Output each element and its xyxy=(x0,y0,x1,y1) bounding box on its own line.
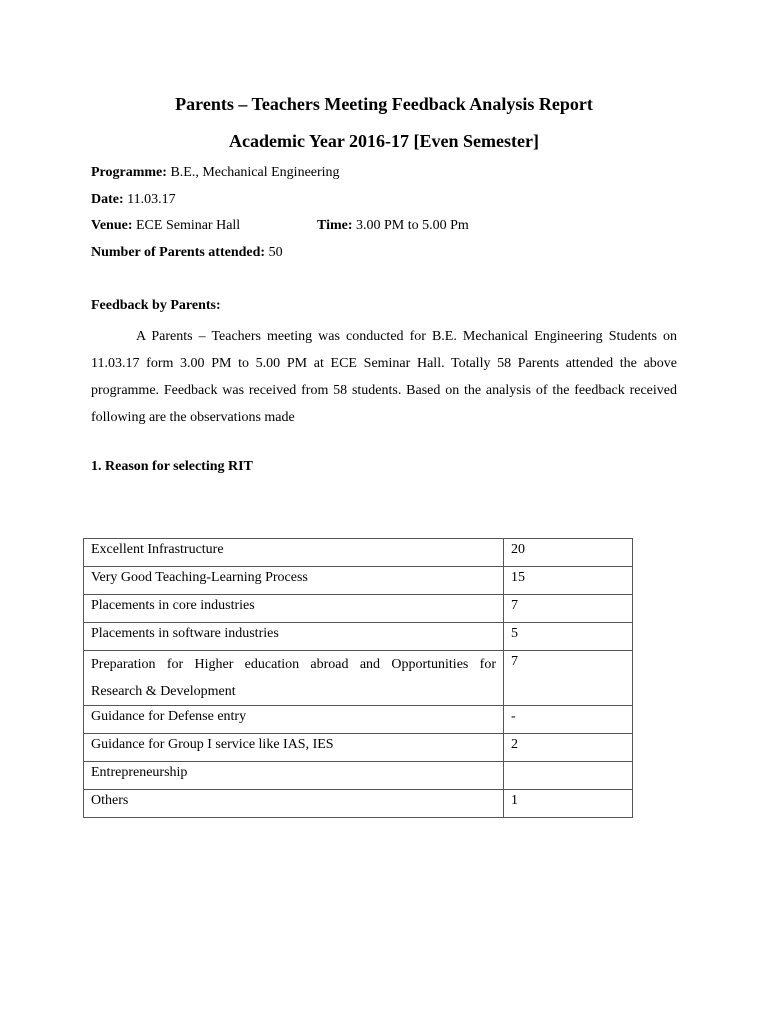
programme-value: B.E., Mechanical Engineering xyxy=(170,165,340,180)
table-row xyxy=(84,623,633,651)
count-cell xyxy=(504,762,633,790)
table-row xyxy=(84,790,633,818)
time-value: 3.00 PM to 5.00 Pm xyxy=(356,218,469,233)
feedback-paragraph-text: A Parents – Teachers meeting was conducted for B.E. Mechanical Engineering Students on 11.03.17 form 3.00 PM to 5.00 PM at ECE Seminar Hall. Totally 58 Parents attended the above programme. Feedback was received from 58 students. Based on the analysis of the feedback received following are the observations made xyxy=(91,329,677,425)
reason-cell: Very Good Teaching-Learning Process xyxy=(84,567,504,595)
report-title: Parents – Teachers Meeting Feedback Analysis Report xyxy=(175,94,593,114)
reason-cell: Entrepreneurship xyxy=(84,762,504,790)
venue-field xyxy=(91,218,240,234)
reasons-table xyxy=(83,538,633,818)
section-heading: 1. Reason for selecting RIT xyxy=(91,459,253,474)
count-cell: 2 xyxy=(504,734,633,762)
table-row xyxy=(84,706,633,734)
table-row xyxy=(84,762,633,790)
table-row xyxy=(84,651,633,706)
table-row xyxy=(84,567,633,595)
parents-attended-label: Number of Parents attended: xyxy=(91,245,266,260)
table-row xyxy=(84,595,633,623)
count-cell: 1 xyxy=(504,790,633,818)
reason-cell: Guidance for Defense entry xyxy=(84,706,504,734)
table-row xyxy=(84,734,633,762)
reason-cell: Excellent Infrastructure xyxy=(84,539,504,567)
count-cell: 7 xyxy=(504,595,633,623)
time-field xyxy=(317,218,469,234)
reason-cell: Others xyxy=(84,790,504,818)
count-cell: 20 xyxy=(504,539,633,567)
time-label: Time: xyxy=(317,218,353,233)
programme-label: Programme: xyxy=(91,165,167,180)
parents-attended-field xyxy=(91,245,283,261)
programme-field xyxy=(91,165,340,181)
date-field xyxy=(91,192,176,208)
table-row xyxy=(84,539,633,567)
feedback-heading: Feedback by Parents: xyxy=(91,298,221,313)
date-value: 11.03.17 xyxy=(127,192,176,207)
venue-label: Venue: xyxy=(91,218,133,233)
venue-value: ECE Seminar Hall xyxy=(136,218,241,233)
reason-cell: Placements in software industries xyxy=(84,623,504,651)
reason-cell: Preparation for Higher education abroad and Opportunities for Research & Development xyxy=(84,651,504,706)
count-cell: 15 xyxy=(504,567,633,595)
reason-cell: Placements in core industries xyxy=(84,595,504,623)
feedback-paragraph xyxy=(91,323,677,431)
date-label: Date: xyxy=(91,192,124,207)
parents-attended-value: 50 xyxy=(268,245,283,260)
report-subtitle: Academic Year 2016-17 [Even Semester] xyxy=(229,131,539,151)
reasons-table-body xyxy=(84,539,633,818)
count-cell: 5 xyxy=(504,623,633,651)
reason-cell: Guidance for Group I service like IAS, IES xyxy=(84,734,504,762)
count-cell: 7 xyxy=(504,651,633,706)
count-cell: - xyxy=(504,706,633,734)
